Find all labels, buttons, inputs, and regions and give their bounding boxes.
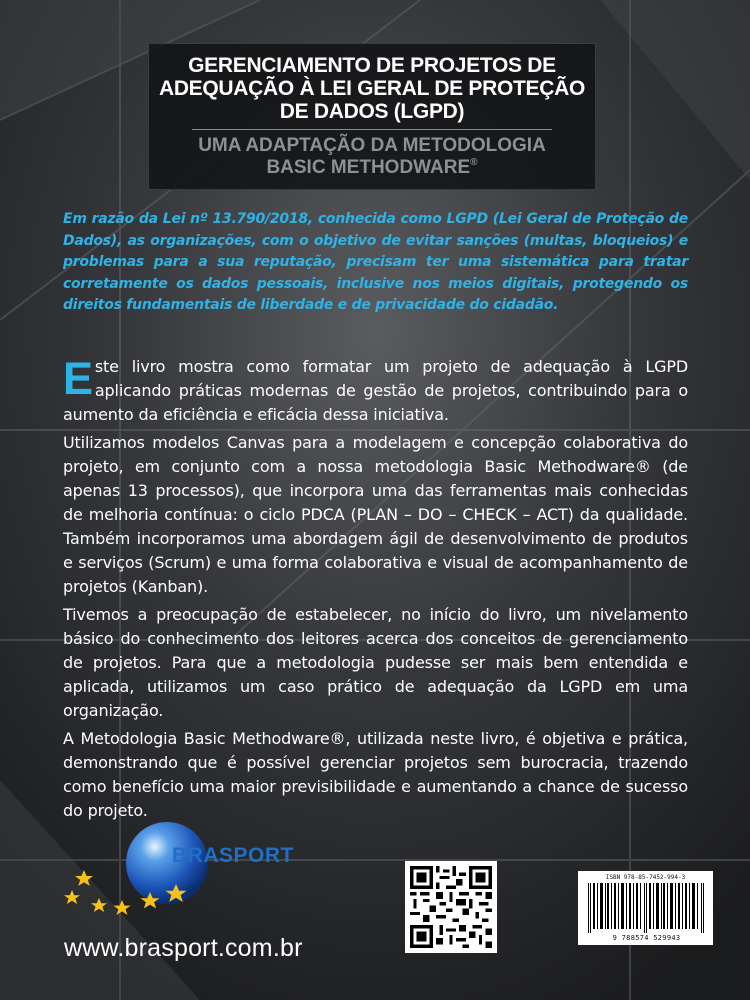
qr-code[interactable] xyxy=(405,861,497,953)
title-line: ADEQUAÇÃO À LEI GERAL DE PROTEÇÃO xyxy=(158,77,586,100)
brasport-logo-text: BRASPORT xyxy=(172,844,294,867)
subtitle-line: UMA ADAPTAÇÃO DA METODOLOGIA xyxy=(198,135,546,156)
subtitle-line xyxy=(157,157,587,179)
body-paragraph-2: Utilizamos modelos Canvas para a modelagem e concepção colaborativa do projeto, em conjunto com a nossa metodologia Basic Methodware® (de apenas 13 processos), que incorpora uma das ferramentas mais conhecidas de melhoria contínua: o ciclo PDCA (PLAN – DO – CHECK – ACT) da qualidade. Também incorporamos uma abordagem ágil de desenvolvimento de produtos e serviços (Scrum) e uma forma colaborativa e visual de acompanhamento de projetos (Kanban). xyxy=(63,433,688,596)
registered-mark: ® xyxy=(470,157,478,168)
body-paragraph-3: Tivemos a preocupação de estabelecer, no início do livro, um nivelamento básico do conhecimento dos leitores acerca dos conceitos de gerenciamento de projetos. Para que a metodologia pudesse ser mais bem entendida e aplicada, utilizamos um caso prático de adequação da LGPD em uma organização. xyxy=(63,605,688,720)
book-title xyxy=(157,54,587,123)
body-text xyxy=(63,355,688,827)
isbn-digits: 9 788574 529943 xyxy=(612,934,681,942)
subtitle-line-text: BASIC METHODWARE xyxy=(266,157,471,178)
isbn-barcode xyxy=(578,871,713,945)
body-paragraph-1-text: ste livro mostra como formatar um projeto de adequação à LGPD aplicando práticas modernas de gestão de projetos, contribuindo para o aumento da eficiência e eficácia dessa iniciativa. xyxy=(63,357,688,424)
title-line: DE DADOS (LGPD) xyxy=(279,100,465,123)
body-paragraph-4: A Metodologia Basic Methodware®, utilizada neste livro, é objetiva e prática, demonstrando que é possível gerenciar projetos sem burocracia, trazendo como benefício uma maior previsibilidade e aumentando a chance de sucesso do projeto. xyxy=(63,729,688,820)
title-box xyxy=(148,43,596,190)
isbn-label: ISBN 978-85-7452-994-3 xyxy=(605,874,686,881)
body-paragraph-1 xyxy=(63,355,688,427)
title-line: GERENCIAMENTO DE PROJETOS DE xyxy=(188,54,556,77)
publisher-url[interactable]: www.brasport.com.br xyxy=(64,934,303,962)
book-subtitle xyxy=(157,135,587,179)
brasport-logo xyxy=(62,818,322,928)
barcode-bars xyxy=(588,883,706,933)
title-divider xyxy=(192,129,552,130)
intro-paragraph: Em razão da Lei nº 13.790/2018, conhecida como LGPD (Lei Geral de Proteção de Dados), as organizações, com o objetivo de evitar sanções (multas, bloqueios) e problemas para a sua reputação, precisam ter uma sistemática para tratar corretamente os dados pessoais, inclusive nos meios digitais, protegendo os direitos fundamentais de liberdade e de privacidade do cidadão. xyxy=(63,211,688,314)
drop-cap: E xyxy=(63,353,93,404)
